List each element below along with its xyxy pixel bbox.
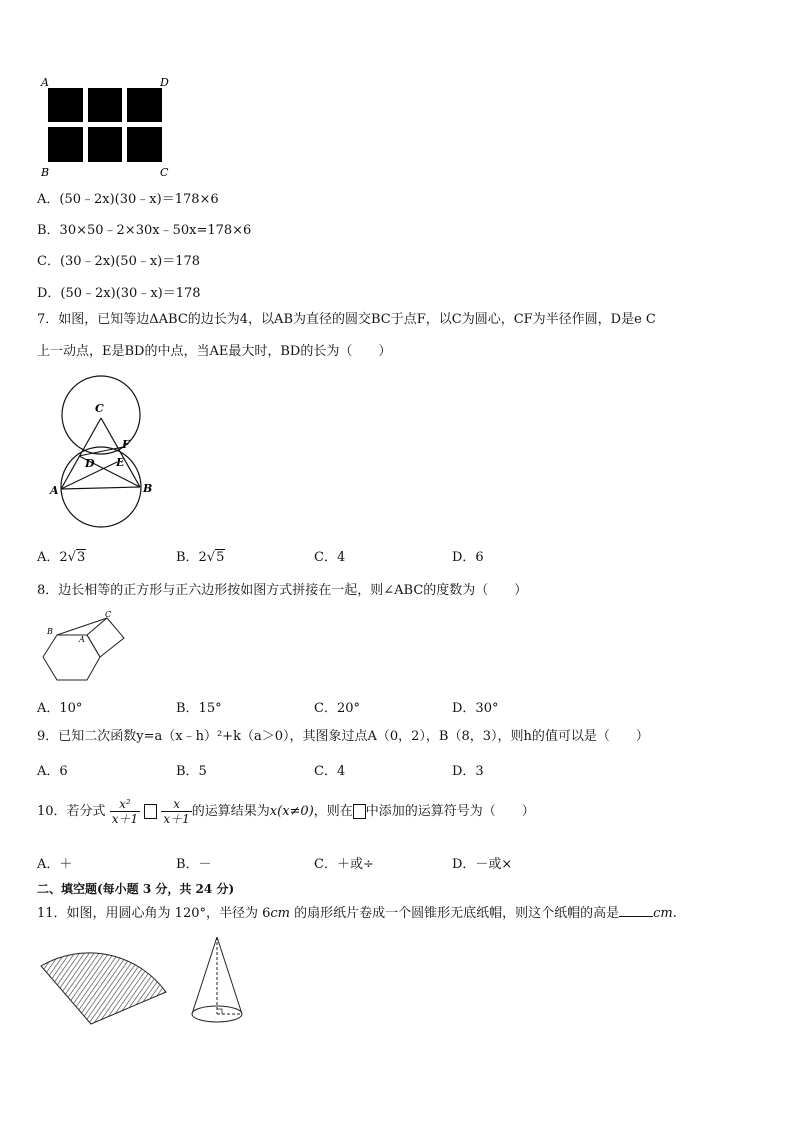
- q11-unit-2: cm: [653, 906, 673, 921]
- q9-option-a: A．6: [37, 764, 68, 779]
- q7-option-b: [176, 546, 225, 565]
- q10-text: [37, 792, 535, 832]
- label-C: C: [95, 402, 104, 415]
- operator-box: [353, 804, 366, 819]
- q7-line-1: 7．如图，已知等边ΔABC的边长为4，以AB为直径的圆交BC于点F，以C为圆心，CF为半径作圆，D是e C: [37, 312, 656, 327]
- q8-option-d: D．30°: [452, 701, 499, 716]
- q7-option-c: C．4: [314, 550, 346, 565]
- q8-text: 8．边长相等的正方形与正六边形按如图方式拼接在一起，则∠ABC的度数为（ ）: [37, 583, 528, 598]
- q6-option-b: B．30×50﹣2×30x﹣50x=178×6: [37, 223, 252, 238]
- circles-figure-svg: [45, 372, 165, 528]
- q11-unit-1: cm: [270, 906, 291, 921]
- q7-option-b-radicand: 5: [216, 550, 225, 565]
- q11-end: .: [672, 906, 677, 921]
- sqrt-sign: √: [206, 550, 216, 565]
- q7-option-a-prefix: A．2: [37, 550, 68, 565]
- operator-box: [144, 804, 157, 819]
- q11-before: 11．如图，用圆心角为 120°，半径为 6: [37, 906, 271, 921]
- label-D: D: [85, 457, 95, 470]
- vertical-road-2: [122, 88, 127, 162]
- label-B: B: [143, 482, 153, 495]
- label-B: B: [47, 627, 53, 636]
- label-A: A: [79, 635, 85, 644]
- segment-ab: [61, 487, 140, 489]
- label-C: C: [160, 166, 169, 178]
- q9-option-c: C．4: [314, 764, 346, 779]
- q10-prefix: 10．若分式: [37, 804, 106, 819]
- q7-line-2: 上一动点，E是BD的中点，当AE最大时，BD的长为（ ）: [37, 344, 392, 359]
- sector-svg: [36, 938, 176, 1030]
- segment-df: [79, 447, 123, 456]
- cone-svg: [186, 932, 252, 1032]
- q10-option-a: A．＋: [37, 857, 73, 872]
- q7-option-a: [37, 546, 86, 565]
- label-A: A: [41, 76, 49, 89]
- q10-option-d: D．－或×: [452, 857, 513, 872]
- q6-option-d: D．(50﹣2x)(30﹣x)＝178: [37, 286, 201, 301]
- horizontal-road: [48, 122, 162, 127]
- sector-shape: [41, 953, 166, 1024]
- label-D: D: [160, 76, 169, 89]
- q10-after: ，则在: [313, 804, 353, 819]
- hexagon-square-svg: [36, 610, 132, 694]
- q10-fraction-2-numerator: x: [161, 797, 191, 812]
- q10-fraction-1: [110, 797, 140, 826]
- q9-text: 9．已知二次函数y=a（x﹣h）²+k（a＞0），其图象过点A（0，2），B（8，3），则h的值可以是（ ）: [37, 729, 649, 744]
- rectangle-figure-svg: [38, 74, 178, 178]
- q10-fraction-2: [161, 797, 191, 826]
- q6-option-c: C．(30﹣2x)(50﹣x)＝178: [37, 254, 201, 269]
- figure-rectangle: [38, 74, 178, 178]
- cone-slant-right: [217, 937, 242, 1014]
- segment-bc: [57, 618, 107, 635]
- sqrt-sign: √: [67, 550, 76, 565]
- label-B: B: [41, 166, 50, 178]
- q10-option-c: C．＋或÷: [314, 857, 374, 872]
- q10-option-b: B．－: [176, 857, 212, 872]
- q8-option-c: C．20°: [314, 701, 360, 716]
- label-F: F: [122, 438, 130, 451]
- q11-middle: 的扇形纸片卷成一个圆锥形无底纸帽，则这个纸帽的高是: [290, 906, 620, 921]
- figure-sector: [36, 938, 176, 1030]
- q6-option-a: A．(50﹣2x)(30﹣x)＝178×6: [37, 192, 219, 207]
- figure-circles: [45, 372, 165, 528]
- right-angle-mark: [217, 1009, 222, 1014]
- section-heading: 二、填空题(每小题 3 分，共 24 分): [37, 882, 235, 896]
- figure-hexagon-square: [36, 610, 132, 694]
- q7-option-a-radicand: 3: [76, 550, 86, 565]
- q10-fraction-1-numerator: x²: [110, 797, 140, 812]
- vertical-road-1: [83, 88, 88, 162]
- q10-fraction-2-denominator: x＋1: [163, 812, 190, 826]
- label-A: A: [50, 484, 59, 497]
- q7-option-b-prefix: B．2: [176, 550, 207, 565]
- q7-option-d: D．6: [452, 550, 484, 565]
- q10-suffix: 中添加的运算符号为（ ）: [365, 804, 535, 819]
- q9-option-b: B．5: [176, 764, 207, 779]
- q8-option-a: A．10°: [37, 701, 83, 716]
- square: [87, 618, 124, 657]
- q9-option-d: D．3: [452, 764, 484, 779]
- q10-fraction-1-denominator: x＋1: [111, 812, 139, 826]
- label-E: E: [116, 456, 125, 469]
- cone-slant-left: [192, 937, 217, 1014]
- q11-text: [37, 904, 677, 922]
- label-C: C: [105, 610, 112, 619]
- q8-option-b: B．15°: [176, 701, 222, 716]
- q10-expr: x(x≠0): [269, 804, 314, 819]
- figure-cone: [186, 932, 252, 1032]
- q10-mid: 的运算结果为: [191, 804, 270, 819]
- answer-blank: [619, 904, 653, 917]
